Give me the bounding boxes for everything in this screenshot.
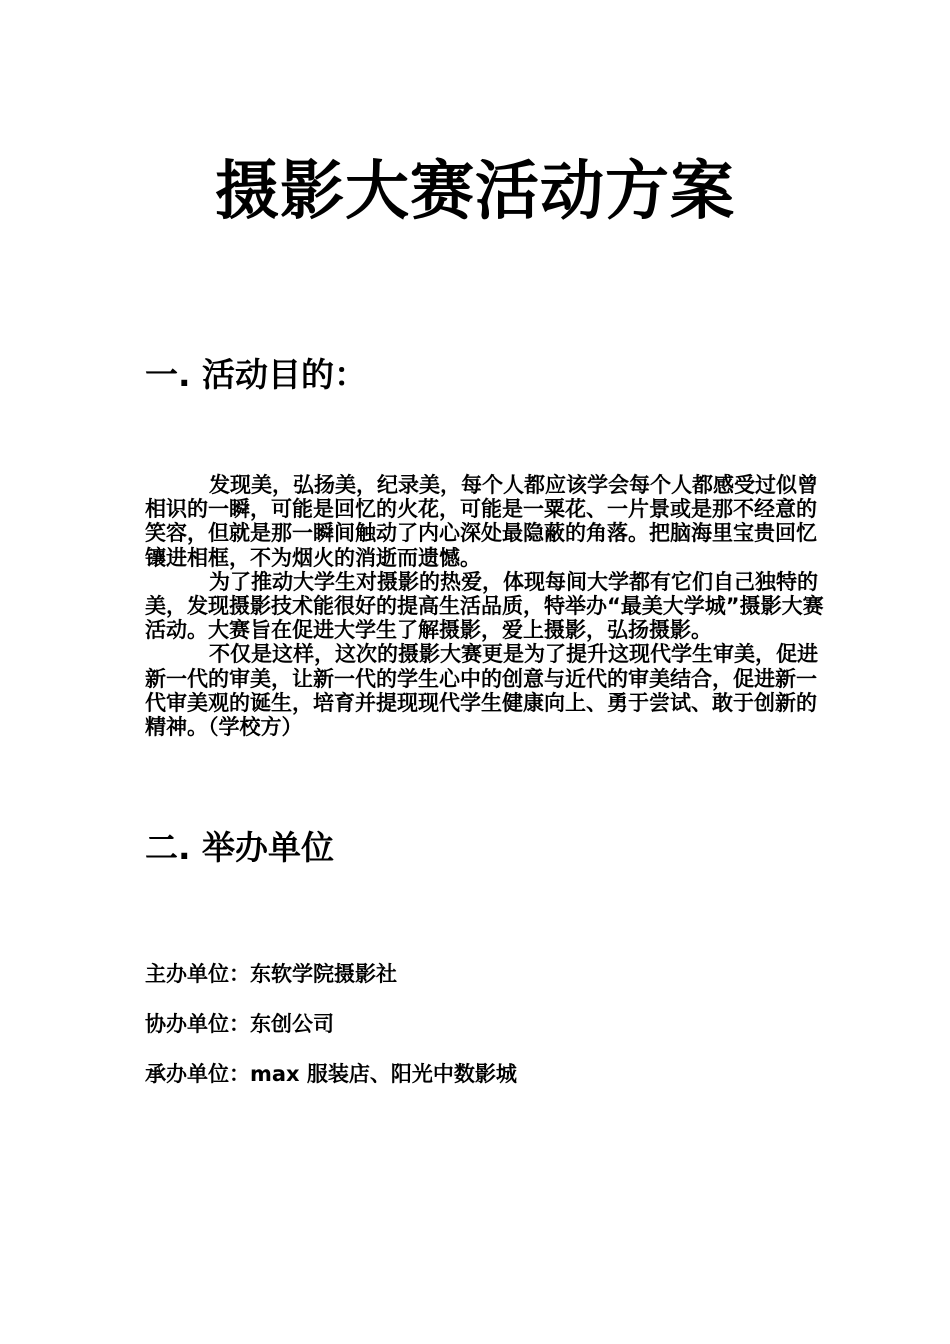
organizer-host: 主办单位：东软学院摄影社 [145,962,397,986]
organizer-co-host: 协办单位：东创公司 [145,1012,334,1036]
purpose-paragraph-2: 为了推动大学生对摄影的热爱，体现每间大学都有它们自己独特的美，发现摄影技术能很好的提高生活品质，特举办“最美大学城”摄影大赛活动。大赛旨在促进大学生了解摄影，爱上摄影，弘扬摄影。 [145,569,824,643]
purpose-paragraph-1: 发现美，弘扬美，纪录美，每个人都应该学会每个人都感受过似曾相识的一瞬，可能是回忆的火花，可能是一粟花、一片景或是那不经意的笑容，但就是那一瞬间触动了内心深处最隐蔽的角落。把脑海里宝贵回忆镶进相框，不为烟火的消逝而遗憾。 [145,473,818,570]
organizer-undertaker: 承办单位：max 服装店、阳光中数影城 [145,1062,517,1086]
purpose-paragraph-3: 不仅是这样，这次的摄影大赛更是为了提升这现代学生审美，促进新一代的审美，让新一代的学生心中的创意与近代的审美结合，促进新一代审美观的诞生，培育并提现现代学生健康向上、勇于尝试、敢于创新的精神。（学校方） [145,642,818,740]
section-heading-organizers: 二. 举办单位 [145,828,335,867]
document-title: 摄影大赛活动方案 [215,154,735,229]
purpose-body [145,473,825,739]
section-heading-purpose: 一. 活动目的： [145,355,368,394]
